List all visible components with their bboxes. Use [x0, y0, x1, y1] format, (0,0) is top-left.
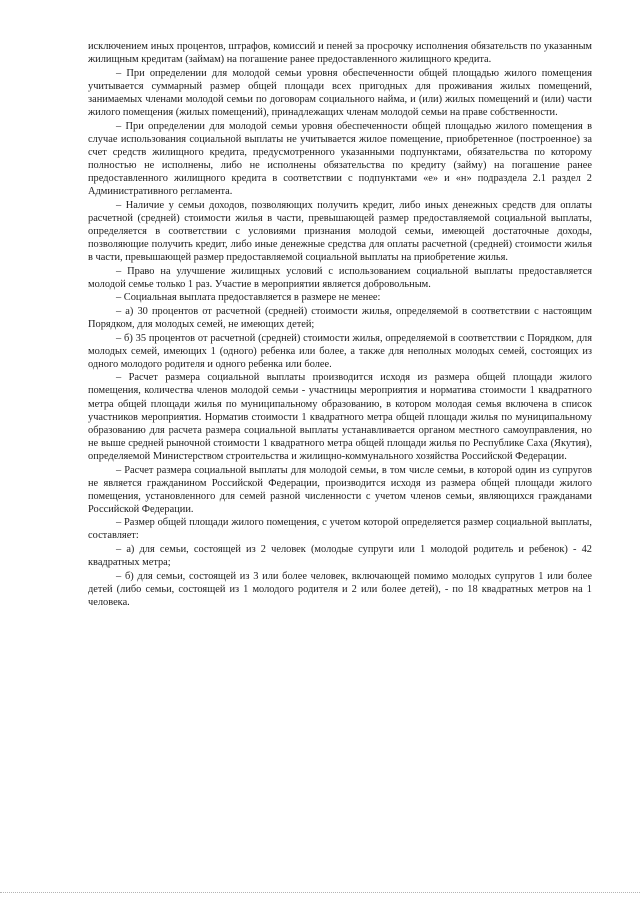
- page-bottom-divider: [0, 892, 640, 893]
- paragraph-payment-size-intro: – Социальная выплата предоставляется в размере не менее:: [116, 292, 381, 304]
- paragraph-payment-non-citizen: – Расчет размера социальной выплаты для молодой семьи, в том числе семьи, в которой один из супругов не является гражданином Российской Федерации, производится исходя из размера общей площади жилого помещения, установленного для семей разной численности с учетом членов семьи, являющихся гражданами Российской Федерации.: [88, 464, 592, 515]
- paragraph-area-norm-a: – а) для семьи, состоящей из 2 человек (молодые супруги или 1 молодой родитель и ребенок) - 42 квадратных метра;: [88, 544, 592, 569]
- paragraph-area-norm-b: – б) для семьи, состоящей из 3 или более человек, включающей помимо молодых супругов 1 или более детей (либо семьи, состоящей из 1 молодого родителя и 2 или более детей), - по 18 квадратных метров на 1 человека.: [88, 570, 592, 608]
- paragraph-payment-calculation: – Расчет размера социальной выплаты производится исходя из размера общей площади жилого помещения, количества членов молодой семьи - участницы мероприятия и норматива стоимости 1 квадратного метра общей площади жилья по муниципальному образованию, в котором молодая семья включена в список участников мероприятия. Норматив стоимости 1 квадратного метра общей площади жилья по муниципальному образованию для расчета размера социальной выплаты устанавливается органом местного самоуправления, но не выше средней рыночной стоимости 1 квадратного метра общей площади жилья по Республике Саха (Якутия), определяемой Министерством строительства и жилищно-коммунального хозяйства Российской Федерации.: [88, 372, 592, 462]
- paragraph-area-norm-intro: – Размер общей площади жилого помещения, с учетом которой определяется размер социальной выплаты, составляет:: [88, 517, 592, 542]
- paragraph-payment-size-a: – а) 30 процентов от расчетной (средней) стоимости жилья, определяемой в соответствии с настоящим Порядком, для молодых семей, не имеющих детей;: [88, 305, 592, 330]
- paragraph-continuation: исключением иных процентов, штрафов, комиссий и пеней за просрочку исполнения обязательств по указанным жилищным кредитам (займам) на погашение ранее предоставленного жилищного кредита.: [88, 41, 592, 66]
- paragraph-payment-size-b: – б) 35 процентов от расчетной (средней) стоимости жилья, определяемой в соответствии с Порядком, для молодых семей, имеющих 1 (одного) ребенка или более, а также для неполных молодых семей, состоящих из одного молодого родителя и одного ребенка или более.: [88, 332, 592, 370]
- paragraph-area-calculation: – При определении для молодой семьи уровня обеспеченности общей площадью жилого помещения учитывается суммарный размер общей площади всех пригодных для проживания жилых помещений, занимаемых членами молодой семьи по договорам социального найма, и (или) жилых помещений и (или) части жилого помещения (жилых помещений), принадлежащих членам молодой семьи на праве собственности.: [88, 67, 592, 118]
- paragraph-area-exclusion: – При определении для молодой семьи уровня обеспеченности общей площадью жилого помещения в случае использования социальной выплаты не учитывается жилое помещение, приобретенное (построенное) за счет средств жилищного кредита, предусмотренного указанными подпунктами, обязательства по которому полностью не исполнены, либо не исполнены обязательства по кредиту (займу) на погашение ранее предоставленного жилищного кредита в соответствии с подпунктами «е» и «н» подраздела 2.1 раздел 2 Административного регламента.: [88, 120, 592, 198]
- document-page: [88, 40, 592, 609]
- paragraph-one-time-right: – Право на улучшение жилищных условий с использованием социальной выплаты предоставляется молодой семье только 1 раз. Участие в мероприятии является добровольным.: [88, 265, 592, 290]
- paragraph-income: – Наличие у семьи доходов, позволяющих получить кредит, либо иных денежных средств для оплаты расчетной (средней) стоимости жилья в части, превышающей размер предоставляемой социальной выплаты, определяется в соответствии с условиями признания молодой семьи, имеющей достаточные доходы, позволяющие получить кредит, либо иные денежные средства для оплаты расчетной (средней) стоимости жилья в части, превышающей размер предоставляемой социальной выплаты на приобретение жилья.: [88, 199, 592, 263]
